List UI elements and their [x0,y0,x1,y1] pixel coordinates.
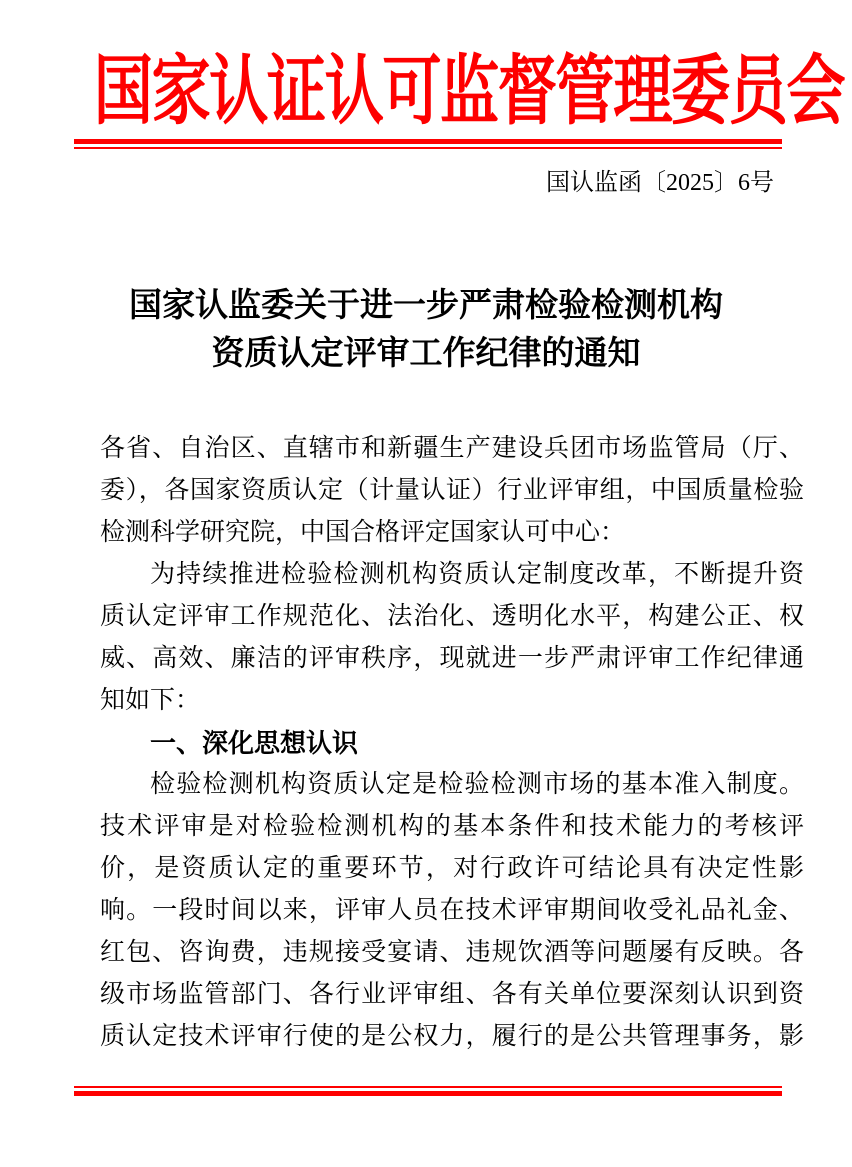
body-line: 质认定技术评审行使的是公权力，履行的是公共管理事务，影 [100,1023,804,1050]
rule-thin-line [74,147,782,149]
body-line: 各省、自治区、直辖市和新疆生产建设兵团市场监管局（厅、 [100,435,804,462]
document-title [0,282,852,378]
letterhead-org-name: 国家认证认可监督管理委员会 [93,50,845,134]
footer-double-rule [74,1086,782,1096]
document-number: 国认监函〔2025〕6号 [546,170,774,196]
body-line: 响。一段时间以来，评审人员在技术评审期间收受礼品礼金、 [100,897,804,924]
body-line: 价，是资质认定的重要环节，对行政许可结论具有决定性影 [100,855,804,882]
rule-thick-line [74,1091,782,1096]
body-line: 红包、咨询费，违规接受宴请、违规饮酒等问题屡有反映。各 [100,939,804,966]
body-line: 技术评审是对检验检测机构的基本条件和技术能力的考核评 [100,813,804,840]
document-body [100,428,804,1058]
document-title-line1: 国家认监委关于进一步严肃检验检测机构 [129,288,723,324]
letterhead-double-rule [74,139,782,149]
body-line: 知如下： [100,687,201,714]
document-title-line2: 资质认定评审工作纪律的通知 [211,336,641,372]
body-line: 质认定评审工作规范化、法治化、透明化水平，构建公正、权 [100,603,804,630]
body-line: 威、高效、廉洁的评审秩序，现就进一步严肃评审工作纪律通 [100,645,804,672]
body-line: 级市场监管部门、各行业评审组、各有关单位要深刻认识到资 [100,981,804,1008]
section-heading: 一、深化思想认识 [150,728,359,758]
body-line: 检验检测机构资质认定是检验检测市场的基本准入制度。 [150,771,804,798]
body-line: 检测科学研究院，中国合格评定国家认可中心： [100,519,626,546]
body-line: 委），各国家资质认定（计量认证）行业评审组，中国质量检验 [100,477,804,504]
body-line: 为持续推进检验检测机构资质认定制度改革，不断提升资 [150,561,804,588]
